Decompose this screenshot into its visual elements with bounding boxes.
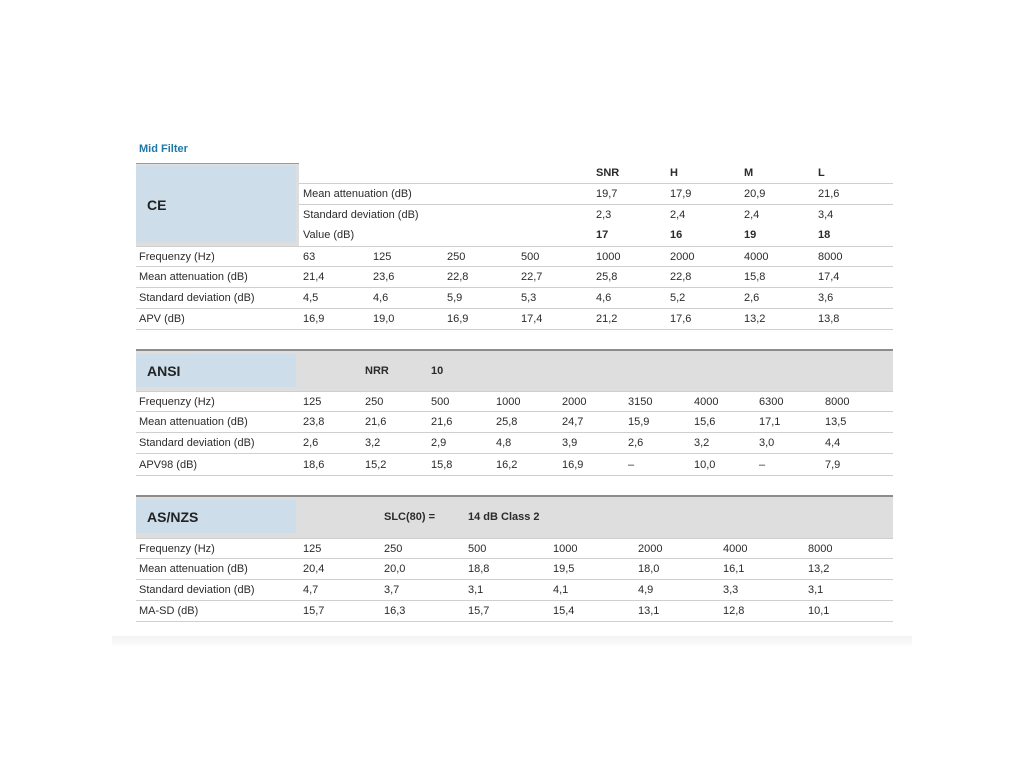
cell-value: 6300 xyxy=(759,396,784,408)
cell-value: 24,7 xyxy=(562,416,584,429)
cell-value: 16,9 xyxy=(303,312,325,325)
cell-value: 17,4 xyxy=(521,312,543,325)
cell-value: 15,4 xyxy=(553,605,575,617)
cell-value: 500 xyxy=(521,251,540,263)
ce-summary-row xyxy=(299,205,893,226)
asnzs-rating-label: SLC(80) = xyxy=(384,511,436,523)
cell-value: 4,1 xyxy=(553,584,569,596)
cell-value: 18,6 xyxy=(303,458,325,471)
cell-value: 125 xyxy=(373,251,392,263)
table-row xyxy=(136,580,893,601)
cell-value: 16 xyxy=(670,229,683,242)
cell-value: 18,0 xyxy=(638,563,660,575)
cell-value: 15,7 xyxy=(468,605,490,617)
row-label: Frequenzy (Hz) xyxy=(139,543,215,555)
cell-value: 2000 xyxy=(670,251,695,263)
cell-value: 16,2 xyxy=(496,458,518,471)
cell-value: 21,6 xyxy=(431,416,453,429)
cell-value: 500 xyxy=(431,396,450,408)
cell-value: 19,5 xyxy=(553,563,575,575)
ce-rating-header-l: L xyxy=(818,167,825,179)
cell-value: 5,2 xyxy=(670,291,686,304)
cell-value: 2,4 xyxy=(670,208,686,221)
cell-value: 63 xyxy=(303,251,316,263)
cell-value: 23,6 xyxy=(373,270,395,283)
cell-value: 4000 xyxy=(723,543,748,555)
row-label: APV98 (dB) xyxy=(139,458,198,471)
ansi-rating-value: 10 xyxy=(431,365,444,377)
cell-value: 3,3 xyxy=(723,584,739,596)
cell-value: 13,8 xyxy=(818,312,840,325)
cell-value: 13,5 xyxy=(825,416,847,429)
ce-rating-header-m: M xyxy=(744,167,754,179)
cell-value: 1000 xyxy=(496,396,521,408)
table-row xyxy=(136,412,893,433)
cell-value: 22,8 xyxy=(447,270,469,283)
row-label: Frequenzy (Hz) xyxy=(139,251,215,263)
cell-value: 18,8 xyxy=(468,563,490,575)
cell-value: 13,2 xyxy=(808,563,830,575)
cell-value: 4,9 xyxy=(638,584,654,596)
ce-frequency-row xyxy=(136,246,893,267)
row-label: Standard deviation (dB) xyxy=(139,584,255,596)
cell-value: 19,7 xyxy=(596,188,618,200)
table-row xyxy=(136,267,893,288)
row-label: Standard deviation (dB) xyxy=(139,437,255,450)
asnzs-label: AS/NZS xyxy=(147,509,199,525)
ce-summary-row xyxy=(299,225,893,246)
cell-value: 2,6 xyxy=(744,291,760,304)
cell-value: 2000 xyxy=(562,396,587,408)
cell-value: 4,6 xyxy=(373,291,389,304)
cell-value: 17,9 xyxy=(670,188,692,200)
cell-value: 25,8 xyxy=(496,416,518,429)
ansi-frequency-row xyxy=(136,391,893,412)
cell-value: 2000 xyxy=(638,543,663,555)
cell-value: 3,2 xyxy=(694,437,710,450)
table-row xyxy=(136,559,893,580)
cell-value: 16,9 xyxy=(447,312,469,325)
cell-value: 4,7 xyxy=(303,584,319,596)
row-label: MA-SD (dB) xyxy=(139,605,199,617)
ce-rating-header-snr: SNR xyxy=(596,167,620,179)
row-label: Mean attenuation (dB) xyxy=(139,270,248,283)
cell-value: 500 xyxy=(468,543,487,555)
cell-value: 2,6 xyxy=(628,437,644,450)
cell-value: 4000 xyxy=(694,396,719,408)
cell-value: 3,2 xyxy=(365,437,381,450)
cell-value: 21,4 xyxy=(303,270,325,283)
table-row xyxy=(136,309,893,330)
cell-value: 21,2 xyxy=(596,312,618,325)
cell-value: 3,9 xyxy=(562,437,578,450)
table-title: Mid Filter xyxy=(139,143,188,155)
cell-value: 3,1 xyxy=(808,584,824,596)
cell-value: 4,4 xyxy=(825,437,841,450)
cell-value: 15,2 xyxy=(365,458,387,471)
cell-value: 3,6 xyxy=(818,291,834,304)
cell-value: 23,8 xyxy=(303,416,325,429)
ce-label-cell xyxy=(136,166,296,242)
cell-value: 2,6 xyxy=(303,437,319,450)
cell-value: 8000 xyxy=(808,543,833,555)
cell-value: 2,4 xyxy=(744,208,760,221)
cell-value: 17,1 xyxy=(759,416,781,429)
cell-value: 5,9 xyxy=(447,291,463,304)
cell-value: 5,3 xyxy=(521,291,537,304)
cell-value: 3,0 xyxy=(759,437,775,450)
asnzs-label-cell xyxy=(136,500,296,533)
ce-label: CE xyxy=(147,197,167,213)
cell-value: 16,3 xyxy=(384,605,406,617)
ansi-label-cell xyxy=(136,354,296,387)
cell-value: 20,4 xyxy=(303,563,325,575)
cell-value: 15,7 xyxy=(303,605,325,617)
cell-value: 21,6 xyxy=(365,416,387,429)
cell-value: 16,9 xyxy=(562,458,584,471)
asnzs-frequency-row xyxy=(136,538,893,559)
cell-value: 15,9 xyxy=(628,416,650,429)
cell-value: 250 xyxy=(384,543,403,555)
cell-value: 18 xyxy=(818,229,831,242)
cell-value: 3,7 xyxy=(384,584,400,596)
cell-value: 12,8 xyxy=(723,605,745,617)
cell-value: 21,6 xyxy=(818,188,840,200)
cell-value: – xyxy=(759,458,766,471)
cell-value: 15,8 xyxy=(744,270,766,283)
ce-summary-header-row xyxy=(299,163,893,184)
cell-value: 17,6 xyxy=(670,312,692,325)
cell-value: 4,5 xyxy=(303,291,319,304)
cell-value: 7,9 xyxy=(825,458,841,471)
cell-value: 10,0 xyxy=(694,458,716,471)
ce-summary-row xyxy=(299,184,893,205)
cell-value: 13,1 xyxy=(638,605,660,617)
cell-value: 20,0 xyxy=(384,563,406,575)
row-label: APV (dB) xyxy=(139,312,185,325)
cell-value: 2,9 xyxy=(431,437,447,450)
cell-value: 17 xyxy=(596,229,609,242)
cell-value: 250 xyxy=(365,396,384,408)
table-row xyxy=(136,288,893,309)
cell-value: 3,4 xyxy=(818,208,834,221)
cell-value: 25,8 xyxy=(596,270,618,283)
cell-value: – xyxy=(628,458,635,471)
row-label: Standard deviation (dB) xyxy=(303,208,419,221)
cell-value: 22,8 xyxy=(670,270,692,283)
ansi-label: ANSI xyxy=(147,363,181,379)
cell-value: 1000 xyxy=(596,251,621,263)
sheet-shadow xyxy=(112,636,912,646)
cell-value: 19 xyxy=(744,229,757,242)
row-label: Mean attenuation (dB) xyxy=(139,563,248,575)
cell-value: 125 xyxy=(303,396,322,408)
cell-value: 3150 xyxy=(628,396,653,408)
ce-rating-header-h: H xyxy=(670,167,678,179)
cell-value: 16,1 xyxy=(723,563,745,575)
cell-value: 13,2 xyxy=(744,312,766,325)
cell-value: 19,0 xyxy=(373,312,395,325)
cell-value: 10,1 xyxy=(808,605,830,617)
table-row xyxy=(136,455,893,476)
cell-value: 125 xyxy=(303,543,322,555)
cell-value: 3,1 xyxy=(468,584,484,596)
cell-value: 15,8 xyxy=(431,458,453,471)
cell-value: 1000 xyxy=(553,543,578,555)
row-label: Value (dB) xyxy=(303,229,355,242)
row-label: Mean attenuation (dB) xyxy=(303,188,412,200)
cell-value: 4,6 xyxy=(596,291,612,304)
cell-value: 20,9 xyxy=(744,188,766,200)
cell-value: 2,3 xyxy=(596,208,612,221)
cell-value: 17,4 xyxy=(818,270,840,283)
table-row xyxy=(136,433,893,454)
cell-value: 8000 xyxy=(825,396,850,408)
cell-value: 22,7 xyxy=(521,270,543,283)
cell-value: 4,8 xyxy=(496,437,512,450)
cell-value: 15,6 xyxy=(694,416,716,429)
ansi-rating-label: NRR xyxy=(365,365,389,377)
row-label: Standard deviation (dB) xyxy=(139,291,255,304)
row-label: Mean attenuation (dB) xyxy=(139,416,248,429)
cell-value: 8000 xyxy=(818,251,843,263)
cell-value: 4000 xyxy=(744,251,769,263)
table-row xyxy=(136,601,893,622)
row-label: Frequenzy (Hz) xyxy=(139,396,215,408)
asnzs-rating-value: 14 dB Class 2 xyxy=(468,511,540,523)
cell-value: 250 xyxy=(447,251,466,263)
